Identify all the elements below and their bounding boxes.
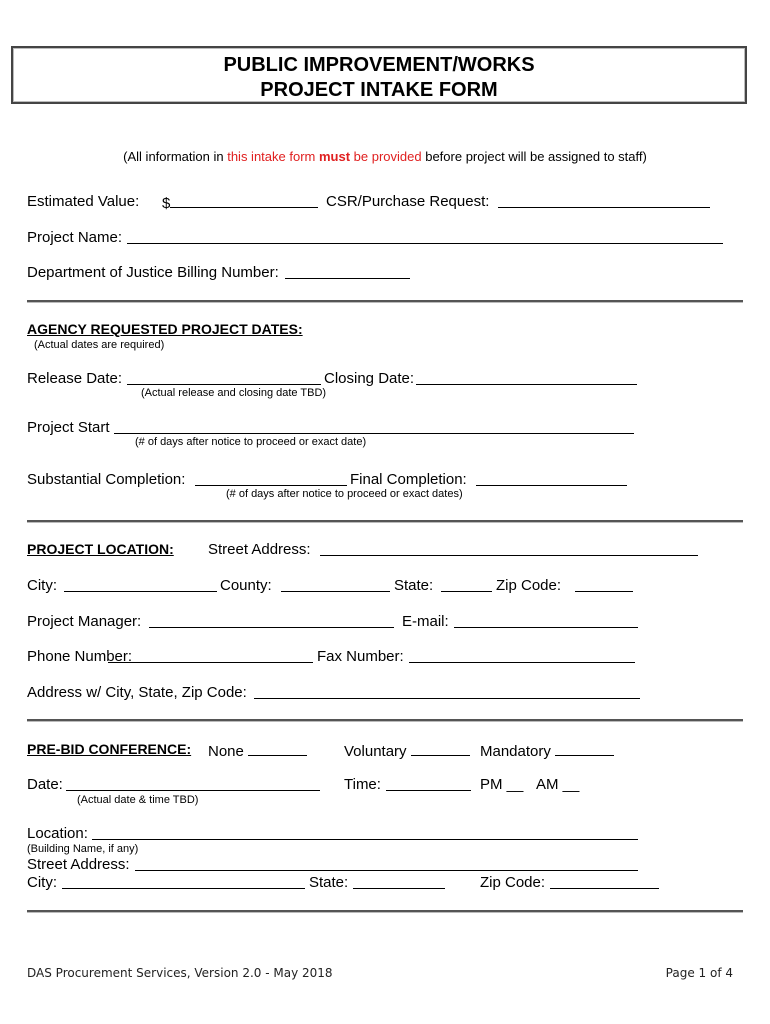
prebid-date-label: Date: xyxy=(27,776,63,793)
address-label: Address w/ City, State, Zip Code: xyxy=(27,684,247,701)
doj-billing-field[interactable] xyxy=(285,264,410,284)
project-manager-field[interactable] xyxy=(149,613,394,633)
email-field[interactable] xyxy=(454,613,638,633)
location-city-label: City: xyxy=(27,577,57,594)
location-street-label: Street Address: xyxy=(208,541,311,558)
prebid-city-field[interactable] xyxy=(62,874,305,894)
location-zip-field[interactable] xyxy=(575,577,633,597)
project-start-label: Project Start xyxy=(27,419,110,436)
phone-field[interactable] xyxy=(108,648,313,668)
closing-date-field[interactable] xyxy=(416,370,637,390)
final-completion-field[interactable] xyxy=(476,471,627,491)
location-county-field[interactable] xyxy=(281,577,390,597)
project-start-note: (# of days after notice to proceed or exact date) xyxy=(135,436,367,448)
prebid-location-note: (Building Name, if any) xyxy=(27,843,139,855)
project-name-label: Project Name: xyxy=(27,229,123,246)
prebid-city-label: City: xyxy=(27,874,57,891)
estimated-value-label: Estimated Value: xyxy=(27,193,140,210)
substantial-completion-label: Substantial Completion: xyxy=(27,471,186,488)
footer-version: DAS Procurement Services, Version 2.0 - May 2018 xyxy=(27,966,333,980)
estimated-value-line[interactable] xyxy=(170,193,318,208)
prebid-time-field[interactable] xyxy=(386,776,471,796)
project-manager-label: Project Manager: xyxy=(27,613,142,630)
prebid-voluntary[interactable]: Voluntary xyxy=(344,741,470,760)
closing-date-label: Closing Date: xyxy=(324,370,415,387)
footer-page-number: Page 1 of 4 xyxy=(665,966,733,980)
location-state-field[interactable] xyxy=(441,577,492,597)
estimated-value-field[interactable]: $ xyxy=(162,193,318,212)
phone-label: Phone Number: xyxy=(27,648,133,665)
location-county-label: County: xyxy=(220,577,272,594)
divider-1 xyxy=(27,300,743,303)
intake-notice: (All information in this intake form must be provided before project will be assigned to staff) xyxy=(123,149,647,164)
divider-4 xyxy=(27,910,743,913)
csr-label: CSR/Purchase Request: xyxy=(326,193,490,210)
location-state-label: State: xyxy=(394,577,434,594)
divider-3 xyxy=(27,719,743,722)
prebid-street-field[interactable] xyxy=(135,856,638,876)
prebid-state-field[interactable] xyxy=(353,874,445,894)
address-field[interactable] xyxy=(254,684,640,704)
prebid-section-title: PRE-BID CONFERENCE: xyxy=(27,741,192,757)
prebid-date-note: (Actual date & time TBD) xyxy=(77,794,199,806)
prebid-am[interactable]: AM __ xyxy=(536,776,580,793)
prebid-zip-label: Zip Code: xyxy=(480,874,546,891)
location-section-title: PROJECT LOCATION: xyxy=(27,541,174,557)
divider-2 xyxy=(27,520,743,523)
final-completion-label: Final Completion: xyxy=(350,471,467,488)
fax-label: Fax Number: xyxy=(317,648,404,665)
location-street-field[interactable] xyxy=(320,541,698,561)
dates-section-note: (Actual dates are required) xyxy=(34,339,165,351)
prebid-pm[interactable]: PM __ xyxy=(480,776,524,793)
csr-field[interactable] xyxy=(498,193,710,213)
location-zip-label: Zip Code: xyxy=(496,577,562,594)
prebid-street-label: Street Address: xyxy=(27,856,130,873)
prebid-location-label: Location: xyxy=(27,825,88,842)
prebid-state-label: State: xyxy=(309,874,349,891)
project-name-field[interactable] xyxy=(127,229,723,249)
dates-section-title: AGENCY REQUESTED PROJECT DATES: xyxy=(27,321,303,337)
doj-billing-label: Department of Justice Billing Number: xyxy=(27,264,279,281)
completion-note: (# of days after notice to proceed or exact dates) xyxy=(226,488,463,500)
prebid-date-field[interactable] xyxy=(66,776,320,796)
prebid-mandatory[interactable]: Mandatory xyxy=(480,741,614,760)
release-closing-note: (Actual release and closing date TBD) xyxy=(141,387,327,399)
prebid-time-label: Time: xyxy=(344,776,381,793)
fax-field[interactable] xyxy=(409,648,635,668)
form-title-box xyxy=(11,46,747,104)
form-title-line2: PROJECT INTAKE FORM xyxy=(260,79,498,101)
location-city-field[interactable] xyxy=(64,577,217,597)
prebid-zip-field[interactable] xyxy=(550,874,659,894)
email-label: E-mail: xyxy=(402,613,449,630)
release-date-label: Release Date: xyxy=(27,370,123,387)
prebid-none[interactable]: None xyxy=(208,741,307,760)
prebid-location-field[interactable] xyxy=(92,825,638,845)
form-title-line1: PUBLIC IMPROVEMENT/WORKS xyxy=(223,54,535,76)
